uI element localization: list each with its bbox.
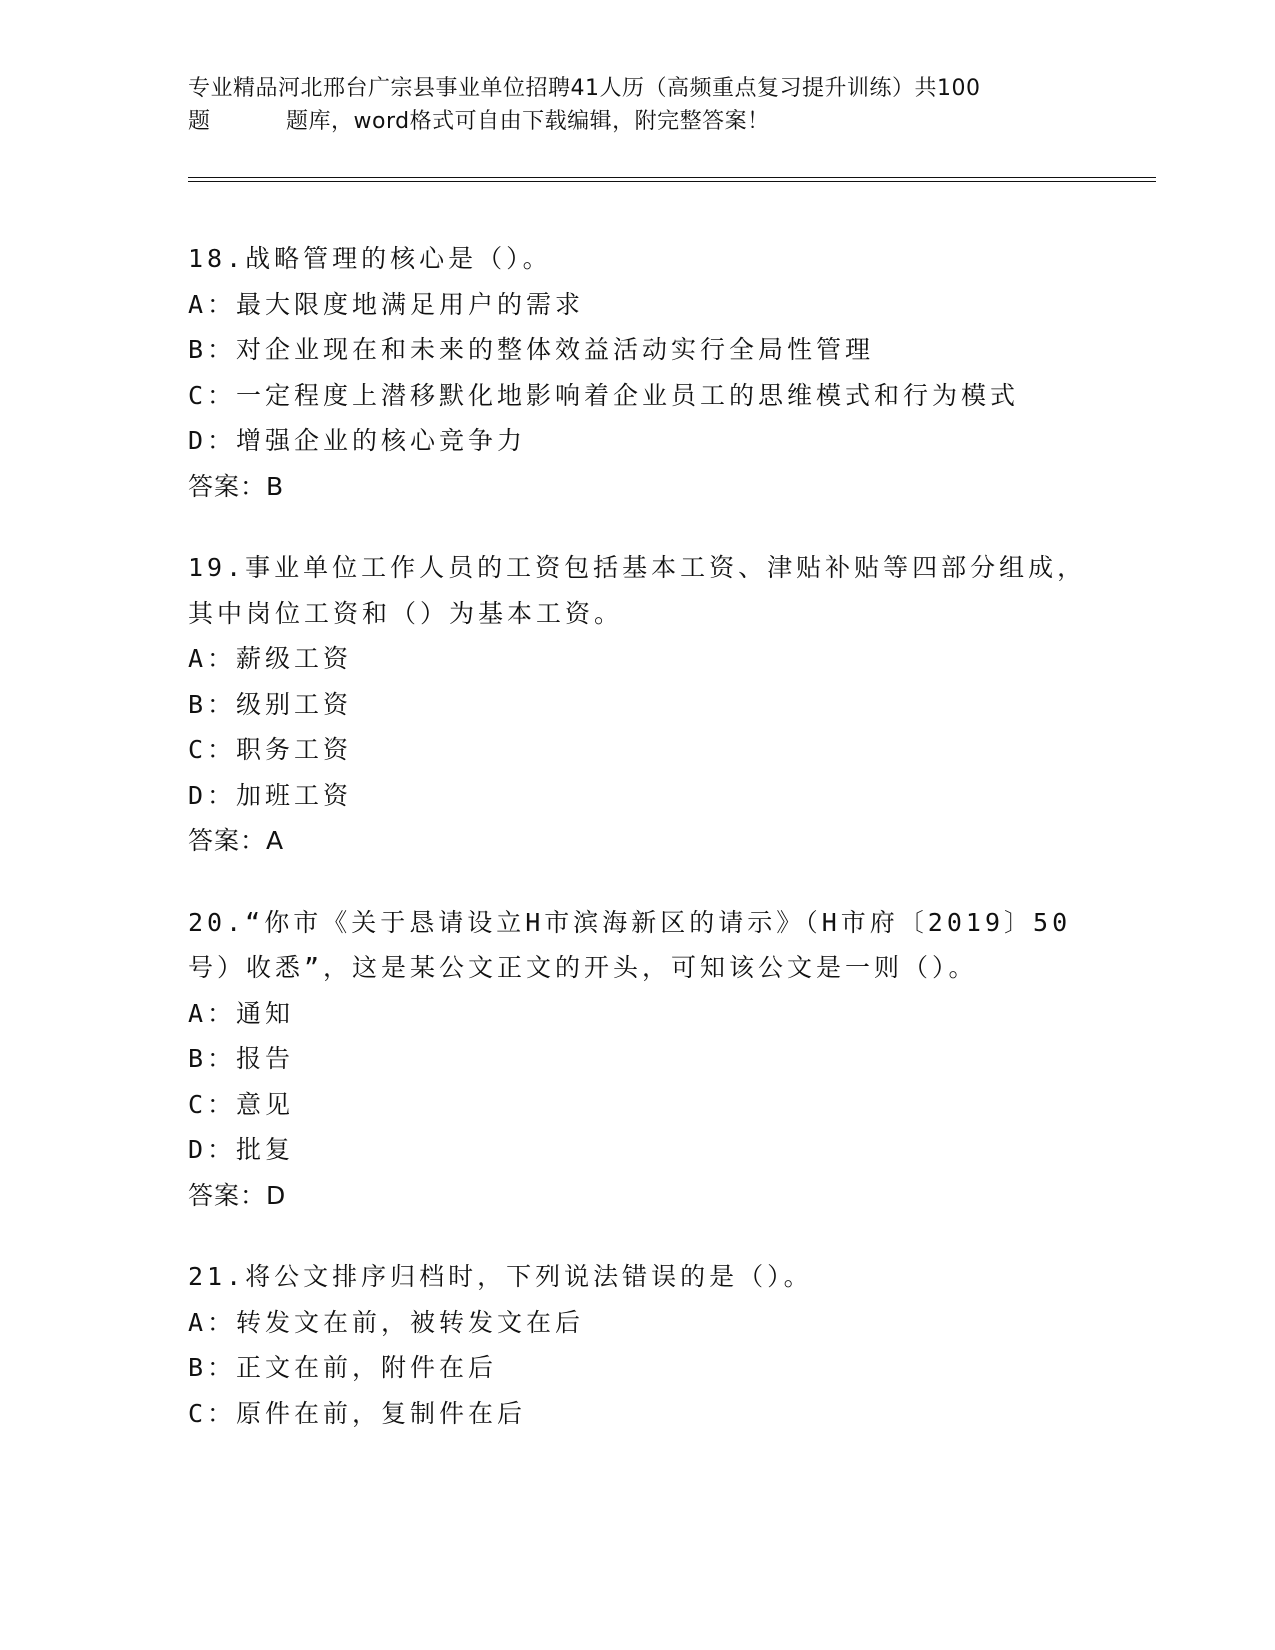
- question-list: [188, 236, 1088, 1472]
- answer: 答案：B: [188, 471, 285, 501]
- question-21: [188, 1254, 1088, 1436]
- question-stem-line2: 其中岗位工资和（）为基本工资。: [188, 598, 624, 628]
- option-b: B：报告: [188, 1044, 295, 1073]
- question-stem-line1: 19.事业单位工作人员的工资包括基本工资、津贴补贴等四部分组成，: [188, 553, 1087, 582]
- option-d: D：增强企业的核心竞争力: [188, 426, 527, 455]
- question-20: [188, 900, 1088, 1219]
- page-header: [188, 72, 1088, 138]
- answer: 答案：A: [188, 826, 285, 855]
- option-c: C：职务工资: [188, 735, 353, 764]
- header-title-line2-left: 题: [188, 109, 211, 134]
- option-d: D：加班工资: [188, 780, 353, 810]
- option-d: D：批复: [188, 1135, 295, 1164]
- option-b: B：级别工资: [188, 689, 353, 719]
- question-stem: 21.将公文排序归档时，下列说法错误的是（）。: [188, 1262, 813, 1291]
- question-stem-line1: 20.“你市《关于恳请设立H市滨海新区的请示》（H市府〔2019〕50: [188, 907, 1072, 937]
- option-a: A：转发文在前，被转发文在后: [188, 1307, 585, 1337]
- question-stem-line2: 号）收悉”，这是某公文正文的开头，可知该公文是一则（）。: [188, 953, 978, 982]
- answer: 答案：D: [188, 1180, 287, 1210]
- option-c: C：原件在前，复制件在后: [188, 1398, 527, 1428]
- question-19: [188, 545, 1088, 864]
- header-title-line2-right: 题库，word格式可自由下载编辑，附完整答案！: [286, 109, 770, 134]
- question-18: [188, 236, 1088, 509]
- question-stem: 18.战略管理的核心是（）。: [188, 244, 552, 273]
- option-c: C：一定程度上潜移默化地影响着企业员工的思维模式和行为模式: [188, 380, 1020, 410]
- header-title-line2: [188, 105, 1088, 138]
- option-c: C：意见: [188, 1089, 295, 1119]
- header-double-rule: [188, 177, 1156, 182]
- option-b: B：对企业现在和未来的整体效益活动实行全局性管理: [188, 335, 875, 364]
- option-a: A：薪级工资: [188, 644, 353, 673]
- option-a: A：最大限度地满足用户的需求: [188, 289, 585, 319]
- header-title-line1: 专业精品河北邢台广宗县事业单位招聘41人历（高频重点复习提升训练）共100: [188, 76, 981, 101]
- option-b: B：正文在前，附件在后: [188, 1353, 498, 1382]
- option-a: A：通知: [188, 998, 295, 1028]
